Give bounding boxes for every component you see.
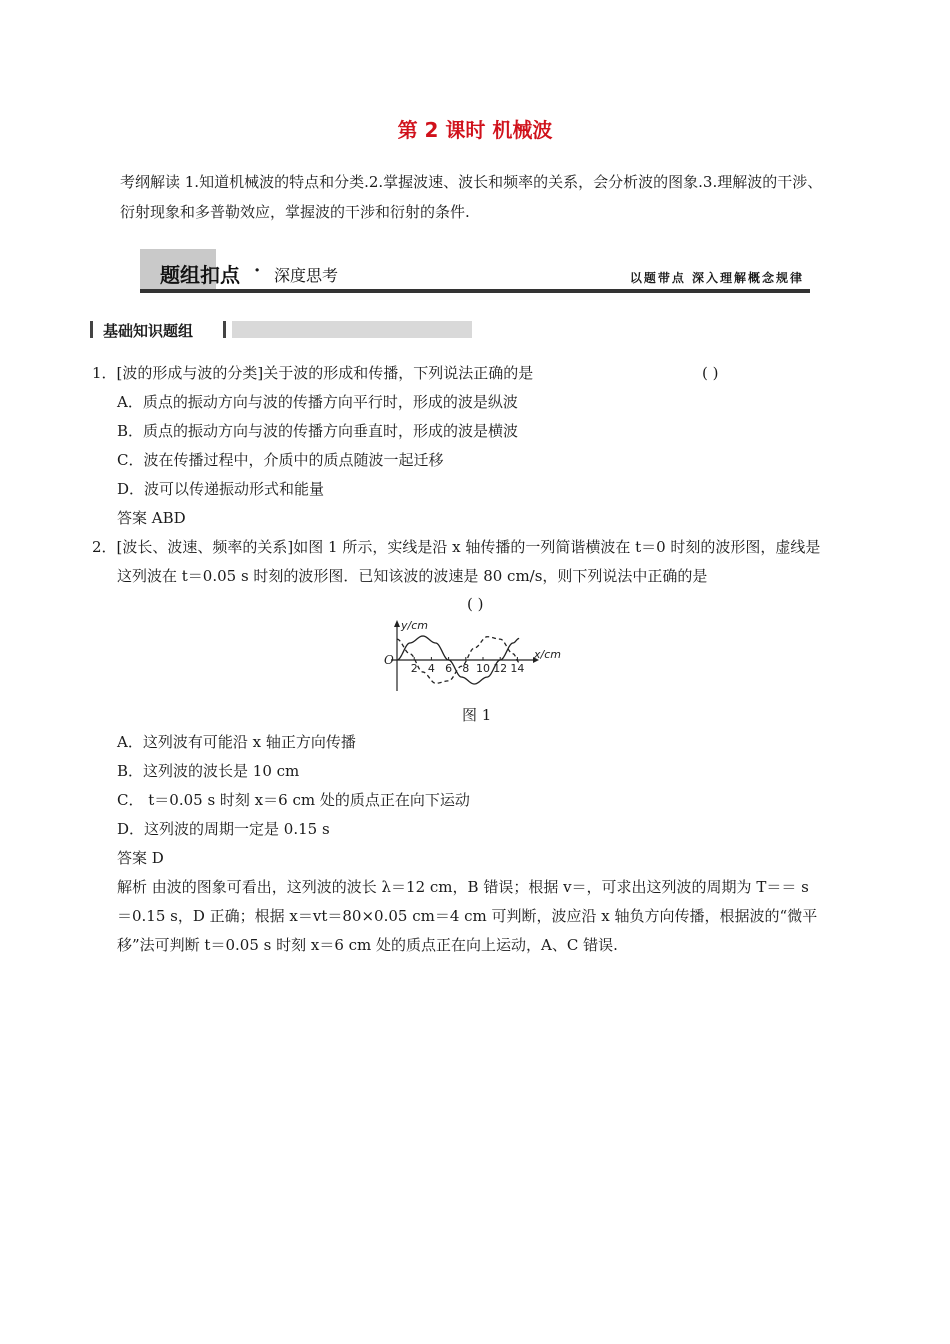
x-tick-label-12: 12	[493, 662, 508, 675]
wave-figure	[378, 617, 578, 701]
page-title: 第 2 课时 机械波	[397, 118, 553, 142]
figure-caption: 图 1	[462, 706, 492, 724]
q2-analysis-line-2: ＝0.15 s，D 正确；根据 x＝vt＝80×0.05 cm＝4 cm 可判断，波应沿 x 轴负方向传播，根据波的“微平	[117, 907, 818, 925]
q2-option-a: A．这列波有可能沿 x 轴正方向传播	[117, 733, 356, 751]
x-tick-label-8: 8	[462, 662, 470, 675]
section-gray-strip	[232, 321, 472, 338]
section-label-text: 基础知识题组	[103, 322, 194, 340]
q2-analysis-line-1: 解析 由波的图象可看出，这列波的波长 λ＝12 cm，B 错误；根据 v＝，可求出这列波的周期为 T＝＝ s	[117, 878, 809, 896]
outline-line-1: 考纲解读 1.知道机械波的特点和分类.2.掌握波速、波长和频率的关系，会分析波的图象.3.理解波的干涉、	[120, 173, 823, 191]
q1-option-c: C．波在传播过程中，介质中的质点随波一起迁移	[117, 451, 444, 469]
q2-stem-line-2: 这列波在 t＝0.05 s 时刻的波形图．已知该波的波速是 80 cm/s，则下列说法中正确的是	[117, 567, 708, 585]
q2-answer: 答案 D	[117, 849, 164, 867]
banner-subtitle: 深度思考	[274, 266, 339, 285]
banner-tagline: 以题带点 深入理解概念规律	[629, 271, 804, 285]
y-axis-arrow	[394, 620, 400, 627]
q2-option-c: C． t＝0.05 s 时刻 x＝6 cm 处的质点正在向下运动	[117, 791, 470, 809]
section-bar-left	[90, 321, 93, 338]
q2-option-b: B．这列波的波长是 10 cm	[117, 762, 300, 780]
q1-option-d: D．波可以传递振动形式和能量	[117, 480, 325, 498]
x-tick-label-4: 4	[427, 662, 435, 675]
y-axis-label: y/cm	[401, 619, 428, 632]
banner-rule	[140, 289, 810, 293]
x-tick-label-14: 14	[510, 662, 525, 675]
q2-answer-paren: ( )	[467, 595, 484, 613]
q1-option-a: A．质点的振动方向与波的传播方向平行时，形成的波是纵波	[117, 393, 518, 411]
section-banner	[140, 249, 810, 295]
x-tick-label-10: 10	[476, 662, 490, 675]
x-tick-label-6: 6	[445, 662, 453, 675]
wave-graph	[378, 617, 578, 697]
q1-answer: 答案 ABD	[117, 509, 186, 527]
q1-answer-paren: ( )	[702, 364, 719, 382]
x-tick-label-2: 2	[410, 662, 418, 675]
q2-analysis-line-3: 移”法可判断 t＝0.05 s 时刻 x＝6 cm 处的质点正在向上运动，A、C 错误.	[117, 936, 618, 954]
x-axis-label: x/cm	[534, 648, 561, 661]
outline-line-2: 衍射现象和多普勒效应，掌握波的干涉和衍射的条件.	[120, 203, 470, 221]
q2-option-d: D．这列波的周期一定是 0.15 s	[117, 820, 330, 838]
banner-dot: ·	[254, 260, 261, 281]
banner-main-title: 题组扣点	[160, 263, 240, 287]
q1-option-b: B．质点的振动方向与波的传播方向垂直时，形成的波是横波	[117, 422, 519, 440]
section-bar-right	[223, 321, 226, 338]
q1-stem: 1．[波的形成与波的分类]关于波的形成和传播，下列说法正确的是	[92, 364, 534, 382]
q2-stem-line-1: 2．[波长、波速、频率的关系]如图 1 所示，实线是沿 x 轴传播的一列简谐横波在 t＝0 时刻的波形图，虚线是	[92, 538, 821, 556]
origin-label: O	[384, 653, 394, 667]
